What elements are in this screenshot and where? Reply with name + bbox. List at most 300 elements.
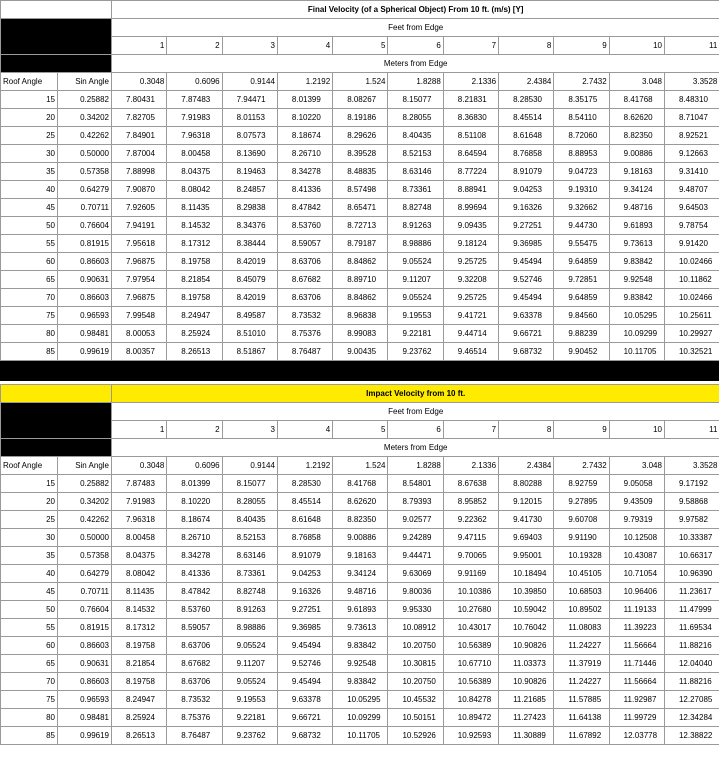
- sin-angle-cell: 0.42262: [58, 511, 112, 529]
- roof-angle-cell: 25: [1, 511, 58, 529]
- velocity-cell: 8.91079: [499, 163, 554, 181]
- table2-table: [0, 384, 719, 745]
- velocity-cell: 8.72713: [333, 217, 388, 235]
- velocity-cell: 11.03373: [499, 655, 554, 673]
- sin-angle-cell: 0.99619: [58, 727, 112, 745]
- velocity-cell: 11.92987: [609, 691, 664, 709]
- velocity-cell: 8.71047: [664, 109, 719, 127]
- sin-angle-cell: 0.99619: [58, 343, 112, 361]
- velocity-cell: 8.21854: [112, 655, 167, 673]
- table-row: [1, 271, 719, 289]
- velocity-cell: 9.48716: [333, 583, 388, 601]
- meters-value-cell: 0.9144: [222, 457, 277, 475]
- velocity-cell: 9.04723: [554, 163, 609, 181]
- velocity-cell: 8.62620: [333, 493, 388, 511]
- meters-value-cell: 1.8288: [388, 73, 443, 91]
- velocity-cell: 8.26710: [167, 529, 222, 547]
- velocity-cell: 8.29626: [333, 127, 388, 145]
- sin-angle-cell: 0.42262: [58, 127, 112, 145]
- velocity-cell: 8.18674: [167, 511, 222, 529]
- sin-angle-cell: 0.86603: [58, 289, 112, 307]
- sin-angle-header: Sin Angle: [58, 457, 112, 475]
- meters-value-cell: 2.1336: [443, 457, 498, 475]
- sin-angle-cell: 0.70711: [58, 199, 112, 217]
- sin-angle-cell: 0.50000: [58, 145, 112, 163]
- feet-value-cell: 11: [664, 421, 719, 439]
- velocity-cell: 10.29927: [664, 325, 719, 343]
- velocity-cell: 8.41768: [333, 475, 388, 493]
- velocity-cell: 9.00435: [333, 343, 388, 361]
- velocity-cell: 9.63378: [499, 307, 554, 325]
- table-row: [1, 601, 719, 619]
- sin-angle-cell: 0.98481: [58, 325, 112, 343]
- velocity-cell: 9.31410: [664, 163, 719, 181]
- meters-value-cell: 2.7432: [554, 457, 609, 475]
- velocity-cell: 8.28530: [277, 475, 332, 493]
- velocity-cell: 12.38822: [664, 727, 719, 745]
- feet-from-edge-header: Feet from Edge: [112, 19, 719, 37]
- velocity-cell: 10.30815: [388, 655, 443, 673]
- velocity-cell: 9.97582: [664, 511, 719, 529]
- title-row: [1, 1, 719, 19]
- velocity-cell: 9.80036: [388, 583, 443, 601]
- column-label-row: [1, 73, 719, 91]
- velocity-cell: 9.05524: [222, 673, 277, 691]
- velocity-cell: 9.19553: [222, 691, 277, 709]
- velocity-cell: 8.54801: [388, 475, 443, 493]
- velocity-cell: 9.68732: [499, 343, 554, 361]
- velocity-cell: 10.76042: [499, 619, 554, 637]
- table-row: [1, 217, 719, 235]
- table-row: [1, 691, 719, 709]
- velocity-cell: 9.34124: [609, 181, 664, 199]
- velocity-cell: 9.04253: [277, 565, 332, 583]
- sin-angle-cell: 0.96593: [58, 691, 112, 709]
- velocity-cell: 9.84560: [554, 307, 609, 325]
- table1-table: [0, 0, 719, 361]
- velocity-cell: 10.25611: [664, 307, 719, 325]
- velocity-cell: 7.82705: [112, 109, 167, 127]
- header-black-block: [1, 55, 112, 73]
- velocity-cell: 8.77224: [443, 163, 498, 181]
- velocity-cell: 8.76487: [167, 727, 222, 745]
- velocity-cell: 11.88216: [664, 637, 719, 655]
- velocity-cell: 7.87483: [112, 475, 167, 493]
- velocity-cell: 9.45494: [499, 289, 554, 307]
- velocity-cell: 8.48310: [664, 91, 719, 109]
- velocity-cell: 11.27423: [499, 709, 554, 727]
- velocity-cell: 8.82748: [222, 583, 277, 601]
- sin-angle-cell: 0.76604: [58, 601, 112, 619]
- velocity-cell: 10.08912: [388, 619, 443, 637]
- velocity-cell: 11.24227: [554, 673, 609, 691]
- velocity-cell: 9.12015: [499, 493, 554, 511]
- velocity-cell: 11.64138: [554, 709, 609, 727]
- sin-angle-cell: 0.86603: [58, 673, 112, 691]
- roof-angle-cell: 20: [1, 109, 58, 127]
- velocity-cell: 8.45514: [277, 493, 332, 511]
- roof-angle-cell: 15: [1, 91, 58, 109]
- velocity-cell: 8.41336: [277, 181, 332, 199]
- velocity-cell: 10.12508: [609, 529, 664, 547]
- velocity-cell: 8.14532: [112, 601, 167, 619]
- velocity-cell: 10.32521: [664, 343, 719, 361]
- velocity-cell: 8.54110: [554, 109, 609, 127]
- velocity-cell: 8.34376: [222, 217, 277, 235]
- velocity-cell: 9.60708: [554, 511, 609, 529]
- velocity-cell: 8.73361: [222, 565, 277, 583]
- velocity-cell: 10.09299: [333, 709, 388, 727]
- velocity-cell: 8.84862: [333, 253, 388, 271]
- velocity-cell: 7.95618: [112, 235, 167, 253]
- velocity-cell: 8.19758: [167, 253, 222, 271]
- table-row: [1, 583, 719, 601]
- velocity-cell: 9.18163: [609, 163, 664, 181]
- table-row: [1, 289, 719, 307]
- velocity-cell: 9.83842: [333, 673, 388, 691]
- velocity-cell: 8.13690: [222, 145, 277, 163]
- meters-value-cell: 1.524: [333, 457, 388, 475]
- sin-angle-cell: 0.86603: [58, 637, 112, 655]
- feet-value-cell: 2: [167, 421, 222, 439]
- velocity-cell: 10.90826: [499, 637, 554, 655]
- roof-angle-cell: 80: [1, 325, 58, 343]
- velocity-cell: 8.11435: [112, 583, 167, 601]
- velocity-cell: 8.82350: [609, 127, 664, 145]
- velocity-cell: 8.08042: [167, 181, 222, 199]
- roof-angle-cell: 85: [1, 343, 58, 361]
- velocity-cell: 8.73532: [277, 307, 332, 325]
- table-row: [1, 547, 719, 565]
- roof-angle-cell: 50: [1, 601, 58, 619]
- table-row: [1, 307, 719, 325]
- title-blank-cell: [1, 385, 112, 403]
- meters-value-cell: 1.2192: [277, 73, 332, 91]
- feet-value-cell: 10: [609, 421, 664, 439]
- velocity-cell: 10.11705: [609, 343, 664, 361]
- velocity-cell: 8.96838: [333, 307, 388, 325]
- velocity-cell: 8.48835: [333, 163, 388, 181]
- velocity-cell: 8.91079: [277, 547, 332, 565]
- velocity-cell: 7.97954: [112, 271, 167, 289]
- roof-angle-cell: 40: [1, 565, 58, 583]
- velocity-cell: 10.11862: [664, 271, 719, 289]
- velocity-cell: 9.73613: [609, 235, 664, 253]
- velocity-cell: 9.70065: [443, 547, 498, 565]
- velocity-cell: 11.37919: [554, 655, 609, 673]
- velocity-cell: 8.51010: [222, 325, 277, 343]
- velocity-cell: 9.46514: [443, 343, 498, 361]
- velocity-cell: 8.40435: [388, 127, 443, 145]
- roof-angle-header: Roof Angle: [1, 73, 58, 91]
- header-black-block: [1, 19, 112, 55]
- table-row: [1, 109, 719, 127]
- feet-value-cell: 3: [222, 37, 277, 55]
- velocity-cell: 8.52153: [222, 529, 277, 547]
- meters-from-edge-header: Meters from Edge: [112, 55, 719, 73]
- velocity-cell: 8.76487: [277, 343, 332, 361]
- velocity-cell: 8.88953: [554, 145, 609, 163]
- velocity-cell: 10.89472: [443, 709, 498, 727]
- velocity-cell: 10.05295: [333, 691, 388, 709]
- table-row: [1, 493, 719, 511]
- velocity-cell: 9.18124: [443, 235, 498, 253]
- roof-angle-cell: 65: [1, 655, 58, 673]
- sin-angle-cell: 0.96593: [58, 307, 112, 325]
- feet-value-cell: 11: [664, 37, 719, 55]
- feet-value-cell: 8: [499, 421, 554, 439]
- velocity-cell: 9.91420: [664, 235, 719, 253]
- velocity-cell: 9.83842: [609, 289, 664, 307]
- velocity-cell: 10.84278: [443, 691, 498, 709]
- velocity-cell: 8.76858: [277, 529, 332, 547]
- table-row: [1, 235, 719, 253]
- sin-angle-cell: 0.90631: [58, 271, 112, 289]
- velocity-cell: 9.36985: [277, 619, 332, 637]
- velocity-cell: 9.44714: [443, 325, 498, 343]
- velocity-cell: 9.05524: [388, 253, 443, 271]
- sin-angle-cell: 0.70711: [58, 583, 112, 601]
- feet-header-row: [1, 19, 719, 37]
- velocity-cell: 9.32662: [554, 199, 609, 217]
- roof-angle-header: Roof Angle: [1, 457, 58, 475]
- roof-angle-cell: 30: [1, 529, 58, 547]
- velocity-cell: 9.58868: [664, 493, 719, 511]
- velocity-cell: 8.84862: [333, 289, 388, 307]
- velocity-cell: 8.17312: [167, 235, 222, 253]
- velocity-cell: 11.56664: [609, 673, 664, 691]
- velocity-cell: 10.20750: [388, 673, 443, 691]
- velocity-cell: 9.05524: [222, 637, 277, 655]
- velocity-cell: 10.45105: [554, 565, 609, 583]
- velocity-cell: 8.07573: [222, 127, 277, 145]
- velocity-cell: 8.08267: [333, 91, 388, 109]
- table-row: [1, 163, 719, 181]
- velocity-cell: 8.89710: [333, 271, 388, 289]
- roof-angle-cell: 20: [1, 493, 58, 511]
- velocity-cell: 7.84901: [112, 127, 167, 145]
- velocity-cell: 9.95330: [388, 601, 443, 619]
- velocity-cell: 10.56389: [443, 637, 498, 655]
- velocity-cell: 8.28530: [499, 91, 554, 109]
- velocity-cell: 9.45494: [499, 253, 554, 271]
- sin-angle-cell: 0.81915: [58, 235, 112, 253]
- velocity-cell: 7.96875: [112, 289, 167, 307]
- feet-value-cell: 1: [112, 421, 167, 439]
- velocity-cell: 10.52926: [388, 727, 443, 745]
- velocity-cell: 11.21685: [499, 691, 554, 709]
- table-row: [1, 565, 719, 583]
- velocity-cell: 8.36830: [443, 109, 498, 127]
- velocity-cell: 8.79187: [333, 235, 388, 253]
- velocity-cell: 9.72851: [554, 271, 609, 289]
- velocity-cell: 8.51867: [222, 343, 277, 361]
- velocity-cell: 9.64859: [554, 253, 609, 271]
- sin-angle-cell: 0.76604: [58, 217, 112, 235]
- table-row: [1, 127, 719, 145]
- sin-angle-cell: 0.64279: [58, 181, 112, 199]
- velocity-cell: 9.52746: [499, 271, 554, 289]
- velocity-cell: 10.02466: [664, 253, 719, 271]
- feet-from-edge-header: Feet from Edge: [112, 403, 719, 421]
- sin-angle-cell: 0.25882: [58, 91, 112, 109]
- velocity-cell: 8.18674: [277, 127, 332, 145]
- velocity-cell: 10.10386: [443, 583, 498, 601]
- velocity-cell: 10.27680: [443, 601, 498, 619]
- velocity-cell: 8.59057: [277, 235, 332, 253]
- velocity-cell: 8.75376: [277, 325, 332, 343]
- velocity-cell: 11.99729: [609, 709, 664, 727]
- velocity-cell: 7.94471: [222, 91, 277, 109]
- velocity-cell: 8.14532: [167, 217, 222, 235]
- velocity-cell: 9.16326: [277, 583, 332, 601]
- velocity-cell: 12.34284: [664, 709, 719, 727]
- velocity-cell: 8.82350: [333, 511, 388, 529]
- sin-angle-cell: 0.90631: [58, 655, 112, 673]
- velocity-cell: 8.91263: [222, 601, 277, 619]
- table-title: Final Velocity (of a Spherical Object) From 10 ft. (m/s) [Y]: [112, 1, 719, 19]
- velocity-cell: 9.41721: [443, 307, 498, 325]
- title-blank-cell: [1, 1, 112, 19]
- table-row: [1, 199, 719, 217]
- velocity-cell: 9.09435: [443, 217, 498, 235]
- feet-value-cell: 2: [167, 37, 222, 55]
- velocity-cell: 9.23762: [222, 727, 277, 745]
- sin-angle-cell: 0.57358: [58, 547, 112, 565]
- velocity-cell: 10.45532: [388, 691, 443, 709]
- velocity-cell: 9.83842: [609, 253, 664, 271]
- velocity-cell: 10.02466: [664, 289, 719, 307]
- roof-angle-cell: 45: [1, 583, 58, 601]
- velocity-cell: 9.32208: [443, 271, 498, 289]
- velocity-cell: 7.94191: [112, 217, 167, 235]
- velocity-cell: 10.09299: [609, 325, 664, 343]
- meters-value-cell: 1.524: [333, 73, 388, 91]
- velocity-cell: 8.47842: [277, 199, 332, 217]
- impact-velocity-table-container: [0, 384, 719, 745]
- velocity-cell: 8.63146: [388, 163, 443, 181]
- velocity-cell: 8.92521: [664, 127, 719, 145]
- meters-value-cell: 3.048: [609, 73, 664, 91]
- velocity-cell: 8.01399: [277, 91, 332, 109]
- velocity-cell: 8.00458: [112, 529, 167, 547]
- velocity-cell: 9.73613: [333, 619, 388, 637]
- column-label-row: [1, 457, 719, 475]
- velocity-cell: 9.22362: [443, 511, 498, 529]
- velocity-cell: 9.18163: [333, 547, 388, 565]
- velocity-cell: 9.41730: [499, 511, 554, 529]
- velocity-cell: 11.39223: [609, 619, 664, 637]
- section-separator: [0, 361, 719, 381]
- velocity-cell: 8.41768: [609, 91, 664, 109]
- velocity-cell: 8.95852: [443, 493, 498, 511]
- table-row: [1, 637, 719, 655]
- roof-angle-cell: 80: [1, 709, 58, 727]
- velocity-cell: 8.57498: [333, 181, 388, 199]
- velocity-cell: 8.92759: [554, 475, 609, 493]
- velocity-cell: 9.00886: [333, 529, 388, 547]
- velocity-cell: 9.88239: [554, 325, 609, 343]
- meters-value-cell: 2.7432: [554, 73, 609, 91]
- table-row: [1, 673, 719, 691]
- roof-angle-cell: 50: [1, 217, 58, 235]
- velocity-cell: 9.12663: [664, 145, 719, 163]
- velocity-cell: 8.80288: [499, 475, 554, 493]
- sin-angle-cell: 0.25882: [58, 475, 112, 493]
- velocity-cell: 8.63706: [167, 673, 222, 691]
- meters-from-edge-header: Meters from Edge: [112, 439, 719, 457]
- velocity-cell: 8.17312: [112, 619, 167, 637]
- velocity-cell: 10.68503: [554, 583, 609, 601]
- velocity-cell: 9.34124: [333, 565, 388, 583]
- velocity-cell: 9.47115: [443, 529, 498, 547]
- velocity-cell: 11.71446: [609, 655, 664, 673]
- velocity-cell: 8.25924: [167, 325, 222, 343]
- velocity-cell: 7.87483: [167, 91, 222, 109]
- velocity-cell: 10.67710: [443, 655, 498, 673]
- velocity-cell: 8.24857: [222, 181, 277, 199]
- table-row: [1, 619, 719, 637]
- velocity-cell: 8.73532: [167, 691, 222, 709]
- velocity-cell: 8.29838: [222, 199, 277, 217]
- velocity-cell: 10.18494: [499, 565, 554, 583]
- velocity-cell: 8.45514: [499, 109, 554, 127]
- velocity-cell: 9.78754: [664, 217, 719, 235]
- feet-value-cell: 4: [277, 421, 332, 439]
- velocity-cell: 10.50151: [388, 709, 443, 727]
- table-row: [1, 709, 719, 727]
- velocity-cell: 10.89502: [554, 601, 609, 619]
- velocity-cell: 11.30889: [499, 727, 554, 745]
- velocity-cell: 8.08042: [112, 565, 167, 583]
- velocity-cell: 8.28055: [222, 493, 277, 511]
- meters-value-cell: 1.2192: [277, 457, 332, 475]
- table-title: Impact Velocity from 10 ft.: [112, 385, 719, 403]
- meters-value-cell: 2.4384: [499, 457, 554, 475]
- velocity-cell: 9.92548: [609, 271, 664, 289]
- velocity-cell: 10.39850: [499, 583, 554, 601]
- velocity-cell: 8.65471: [333, 199, 388, 217]
- velocity-cell: 8.04375: [167, 163, 222, 181]
- velocity-cell: 11.23617: [664, 583, 719, 601]
- velocity-cell: 8.88941: [443, 181, 498, 199]
- table-row: [1, 181, 719, 199]
- velocity-cell: 9.68732: [277, 727, 332, 745]
- roof-angle-cell: 70: [1, 289, 58, 307]
- velocity-cell: 8.10220: [167, 493, 222, 511]
- velocity-cell: 9.23762: [388, 343, 443, 361]
- velocity-cell: 8.10220: [277, 109, 332, 127]
- velocity-cell: 12.27085: [664, 691, 719, 709]
- velocity-cell: 10.92593: [443, 727, 498, 745]
- velocity-cell: 8.99083: [333, 325, 388, 343]
- final-velocity-table-container: [0, 0, 719, 361]
- velocity-cell: 8.75376: [167, 709, 222, 727]
- velocity-cell: 7.91983: [167, 109, 222, 127]
- sin-angle-header: Sin Angle: [58, 73, 112, 91]
- velocity-cell: 8.51108: [443, 127, 498, 145]
- velocity-cell: 8.59057: [167, 619, 222, 637]
- velocity-cell: 10.56389: [443, 673, 498, 691]
- meters-value-cell: 0.3048: [112, 457, 167, 475]
- velocity-cell: 9.22181: [388, 325, 443, 343]
- velocity-cell: 8.11435: [167, 199, 222, 217]
- velocity-cell: 9.02577: [388, 511, 443, 529]
- meters-value-cell: 0.6096: [167, 457, 222, 475]
- velocity-cell: 8.21854: [167, 271, 222, 289]
- sin-angle-cell: 0.86603: [58, 253, 112, 271]
- velocity-cell: 8.01399: [167, 475, 222, 493]
